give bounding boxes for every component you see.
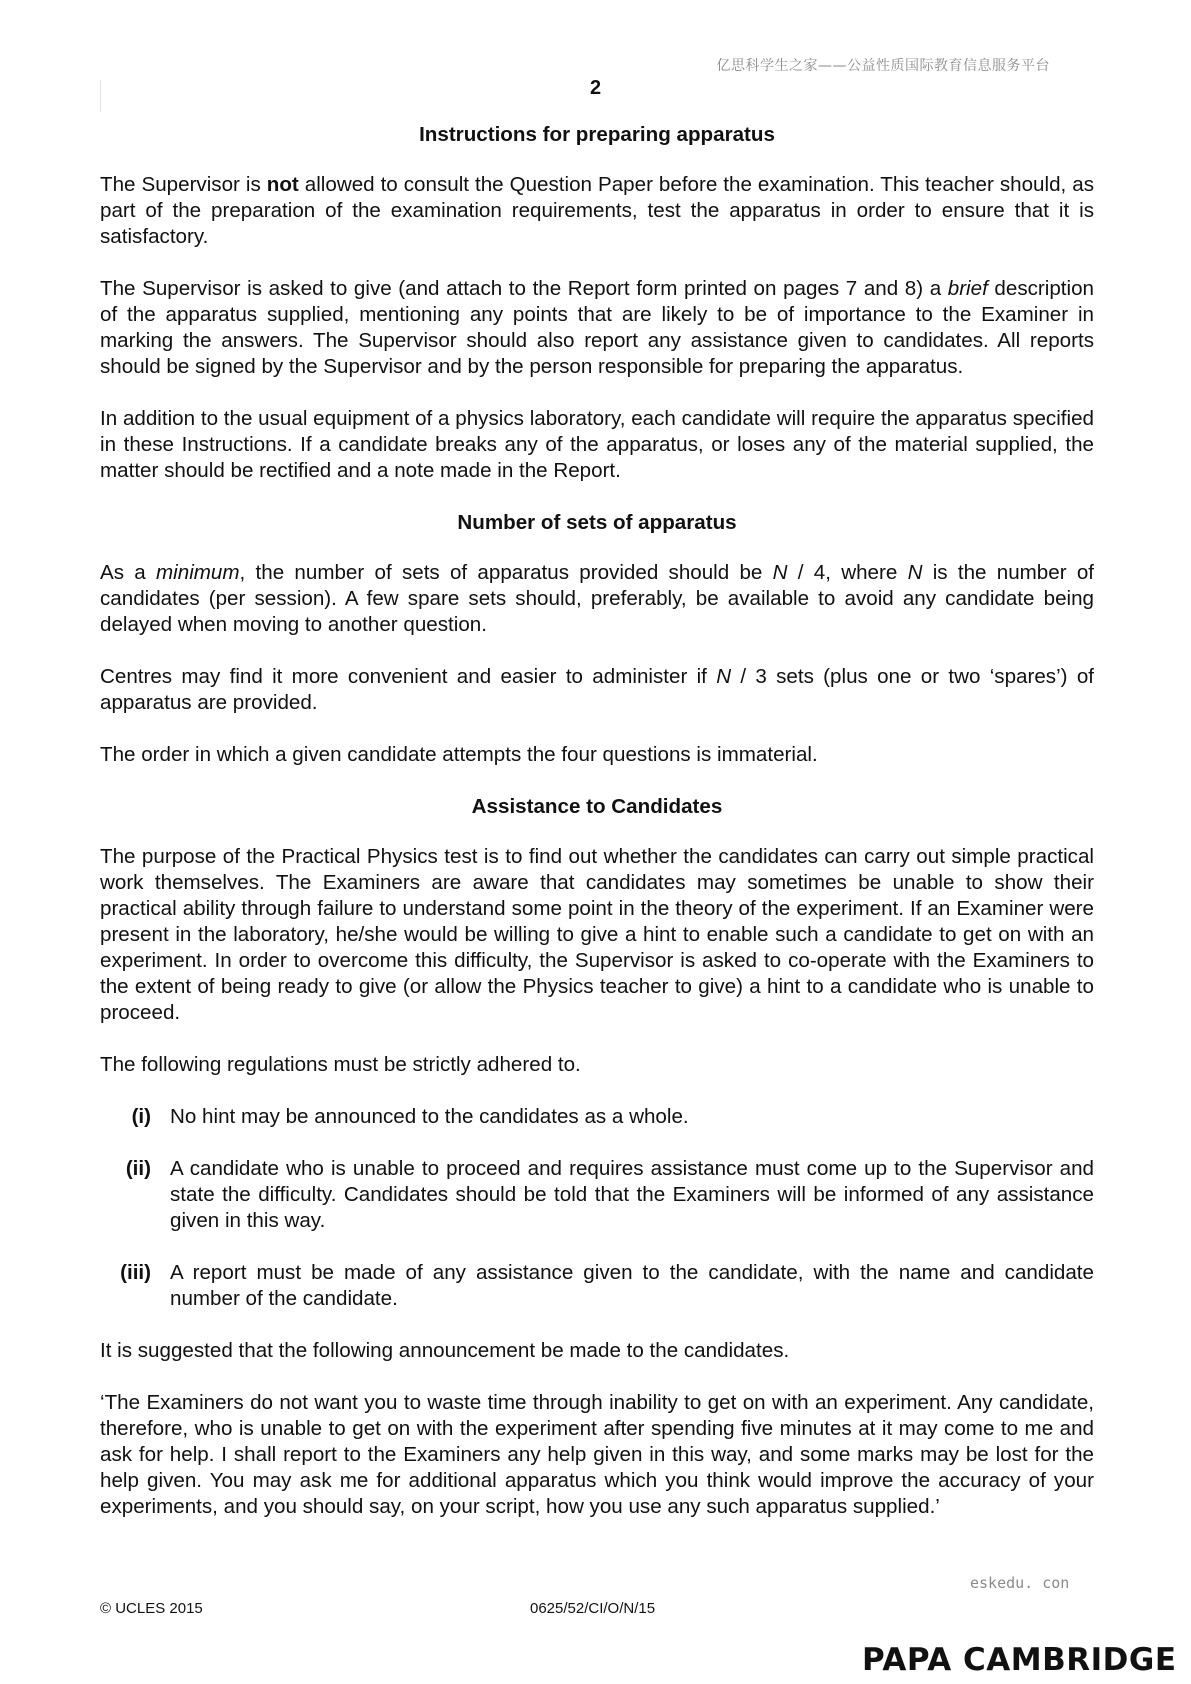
regulations-list <box>100 1104 1094 1312</box>
regulation-number: (ii) <box>125 1157 151 1180</box>
brand-logo: PAPA CAMBRIDGE <box>862 1642 1177 1678</box>
heading-preparing-apparatus: Instructions for preparing apparatus <box>419 123 775 146</box>
paragraph-convenient-sets: Centres may find it more convenient and easier to administer if N / 3 sets (plus one or two ‘spares’) of apparatus are provided. <box>100 665 1094 714</box>
paragraph-regulations-intro: The following regulations must be strictly adhered to. <box>100 1053 581 1076</box>
page-number: 2 <box>589 77 602 99</box>
regulation-text: A candidate who is unable to proceed and requires assistance must come up to the Supervisor and state the difficulty. Candidates should be told that the Examiners will be informed of any assistance given in this way. <box>170 1157 1094 1232</box>
footer-watermark: eskedu. con <box>970 1574 1070 1592</box>
paragraph-announcement-intro: It is suggested that the following announcement be made to the candidates. <box>100 1339 790 1362</box>
paragraph-usual-equipment: In addition to the usual equipment of a physics laboratory, each candidate will require the apparatus specified in these Instructions. If a candidate breaks any of the apparatus, or loses any of the material supplied, the matter should be rectified and a note made in the Report. <box>100 407 1094 482</box>
paragraph-minimum-sets: As a minimum, the number of sets of apparatus provided should be N / 4, where N is the number of candidates (per session). A few spare sets should, preferably, be available to avoid any candidate being delayed when moving to another question. <box>100 561 1095 636</box>
copyright: © UCLES 2015 <box>100 1600 203 1617</box>
document-body <box>100 122 1094 1546</box>
regulation-text: A report must be made of any assistance given to the candidate, with the name and candidate number of the candidate. <box>170 1261 1094 1310</box>
regulation-text: No hint may be announced to the candidates as a whole. <box>170 1105 689 1128</box>
paragraph-supervisor-not-allowed: The Supervisor is not allowed to consult the Question Paper before the examination. This teacher should, as part of the preparation of the examination requirements, test the apparatus in order to ensure that it is satisfactory. <box>100 173 1094 248</box>
paper-code: 0625/52/CI/O/N/15 <box>530 1600 656 1617</box>
heading-number-of-sets: Number of sets of apparatus <box>457 511 737 534</box>
header-watermark: 亿思科学生之家——公益性质国际教育信息服务平台 <box>716 58 1050 74</box>
paragraph-report-description: The Supervisor is asked to give (and attach to the Report form printed on pages 7 and 8) a brief description of the apparatus supplied, mentioning any points that are likely to be of importance to the Examiner in marking the answers. The Supervisor should also report any assistance given to candidates. All reports should be signed by the Supervisor and by the person responsible for preparing the apparatus. <box>100 277 1095 378</box>
list-item <box>100 1260 1094 1312</box>
paragraph-purpose: The purpose of the Practical Physics test is to find out whether the candidates can carry out simple practical work themselves. The Examiners are aware that candidates may sometimes be unable to show their practical ability through failure to understand some point in the theory of the experiment. If an Examiner were present in the laboratory, he/she would be willing to give a hint to enable such a candidate to get on with an experiment. In order to overcome this difficulty, the Supervisor is asked to co-operate with the Examiners to the extent of being ready to give (or allow the Physics teacher to give) a hint to a candidate who is unable to proceed. <box>100 845 1094 1024</box>
list-item <box>100 1156 1094 1234</box>
heading-assistance: Assistance to Candidates <box>471 795 723 818</box>
announcement-quote: ‘The Examiners do not want you to waste time through inability to get on with an experiment. Any candidate, therefore, who is unable to get on with the experiment after spending five minutes at it may come to me and ask for help. I shall report to the Examiners any help given in this way, and some marks may be lost for the help given. You may ask me for additional apparatus which you think would improve the accuracy of your experiments, and you should say, on your script, how you use any such apparatus supplied.’ <box>100 1391 1094 1518</box>
regulation-number: (i) <box>131 1105 151 1128</box>
list-item <box>100 1104 1094 1130</box>
regulation-number: (iii) <box>120 1261 151 1284</box>
paragraph-order-immaterial: The order in which a given candidate attempts the four questions is immaterial. <box>100 743 818 766</box>
